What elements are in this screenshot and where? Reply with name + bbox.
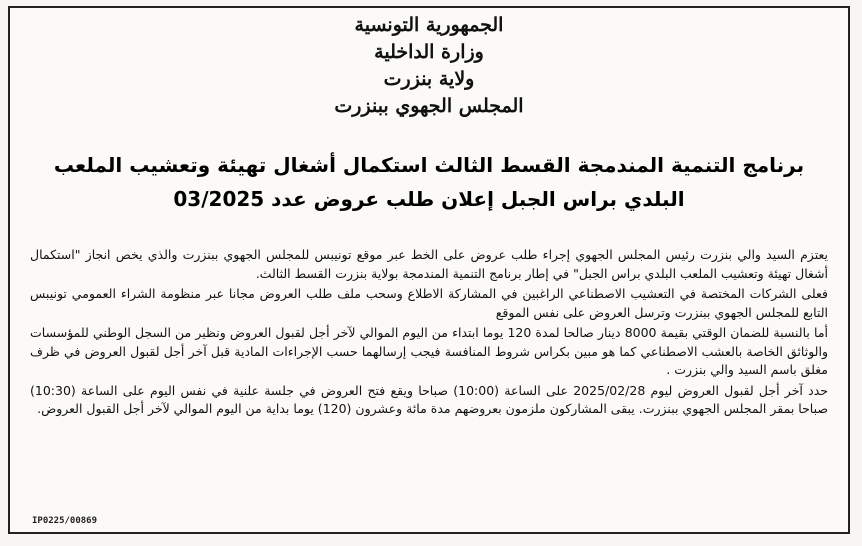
republic-line: الجمهورية التونسية [354,14,504,36]
paragraph-guarantee: أما بالنسبة للضمان الوقتي بقيمة 8000 دينار صالحا لمدة 120 يوما ابتداء من اليوم الموالي لآخر أجل لقبول العروض ونظير من السجل الوطني للمؤسسات والوثائق الخاصة بالعشب الاصطناعي كما هو مبين بكراس شروط المنافسة فيجب إرسالهما حسب الإجراءات المادية قبل آخر أجل لقبول العروض في ظرف مغلق باسم السيد والي بنزرت . [30,325,828,377]
notice-title: برنامج التنمية المندمجة القسط الثالث استكمال أشغال تهيئة وتعشيب الملعب البلدي براس الجبل إعلان طلب عروض عدد 03/2025 [53,153,805,211]
governorate-line: ولاية بنزرت [383,68,475,90]
ministry-line: وزارة الداخلية [374,41,484,63]
notice-body [30,246,828,421]
paragraph-intent: يعتزم السيد والي بنزرت رئيس المجلس الجهوي إجراء طلب عروض على الخط عبر موقع تونيبس للمجلس الجهوي ببنزرت والذي يخص انجاز "استكمال أشغال تهيئة وتعشيب الملعب البلدي براس الجبل" في إطار برنامج التنمية المندمجة بولاية بنزرت القسط الثالث. [30,247,828,281]
reference-number: IP0225/00869 [32,516,98,526]
notice-header [10,12,848,120]
paragraph-deadline: حدد آخر أجل لقبول العروض ليوم 2025/02/28 على الساعة (10:00) صباحا ويقع فتح العروض في جلسة علنية في نفس اليوم على الساعة (10:30) صباحا بمقر المجلس الجهوي ببنزرت. يبقى المشاركون ملزمون بعروضهم مدة مائة وعشرون (120) يوما بداية من اليوم الموالي لآخر أجل القبول العروض. [30,382,829,416]
paragraph-participation: فعلى الشركات المختصة في التعشيب الاصطناعي الراغبين في المشاركة الاطلاع وسحب ملف طلب العروض مجانا عبر منظومة الشراء العمومي تونيبس التابع للمجلس الجهوي ببنزرت وترسل العروض على نفس الموقع [30,286,828,320]
notice-frame [8,6,850,534]
council-line: المجلس الجهوي ببنزرت [334,95,524,117]
